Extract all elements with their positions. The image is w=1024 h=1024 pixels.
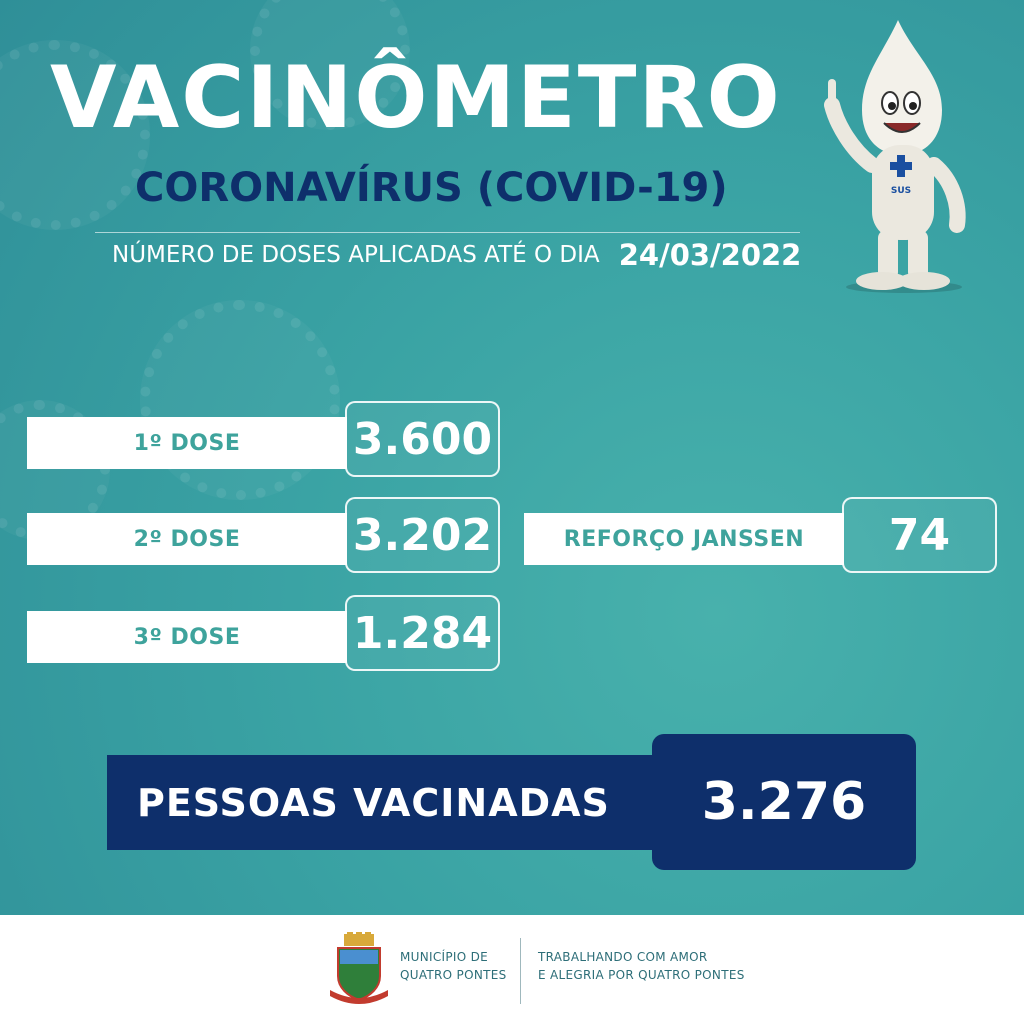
summary-label: PESSOAS VACINADAS — [137, 780, 610, 825]
municipal-crest-icon — [330, 932, 388, 1004]
booster-label: REFORÇO JANSSEN — [524, 513, 844, 565]
vaccine-drop-mascot-icon — [812, 15, 977, 295]
page-title: VACINÔMETRO — [50, 48, 782, 148]
date-value: 24/03/2022 — [618, 238, 802, 272]
slogan-line-2: E ALEGRIA POR QUATRO PONTES — [538, 968, 745, 982]
slogan-line-1: TRABALHANDO COM AMOR — [538, 950, 708, 964]
booster-value: 74 — [842, 497, 997, 573]
summary-value: 3.276 — [652, 734, 916, 870]
dose-1-value: 3.600 — [345, 401, 500, 477]
municipality-name — [400, 948, 507, 984]
footer — [0, 915, 1024, 1024]
date-line — [112, 238, 801, 272]
dose-1-label: 1º DOSE — [27, 417, 347, 469]
summary-bar — [107, 755, 667, 850]
dose-3-label: 3º DOSE — [27, 611, 347, 663]
header-divider — [95, 232, 800, 233]
footer-divider — [520, 938, 521, 1004]
dose-3-value: 1.284 — [345, 595, 500, 671]
footer-slogan — [538, 948, 745, 984]
municipality-line-2: QUATRO PONTES — [400, 968, 507, 982]
date-prefix: NÚMERO DE DOSES APLICADAS ATÉ O DIA — [112, 242, 600, 268]
dose-2-value: 3.202 — [345, 497, 500, 573]
municipality-line-1: MUNICÍPIO DE — [400, 950, 489, 964]
page-subtitle: CORONAVÍRUS (COVID-19) — [135, 165, 728, 211]
virus-decoration-icon — [140, 300, 340, 500]
dose-2-label: 2º DOSE — [27, 513, 347, 565]
mascot-badge: SUS — [890, 186, 912, 196]
